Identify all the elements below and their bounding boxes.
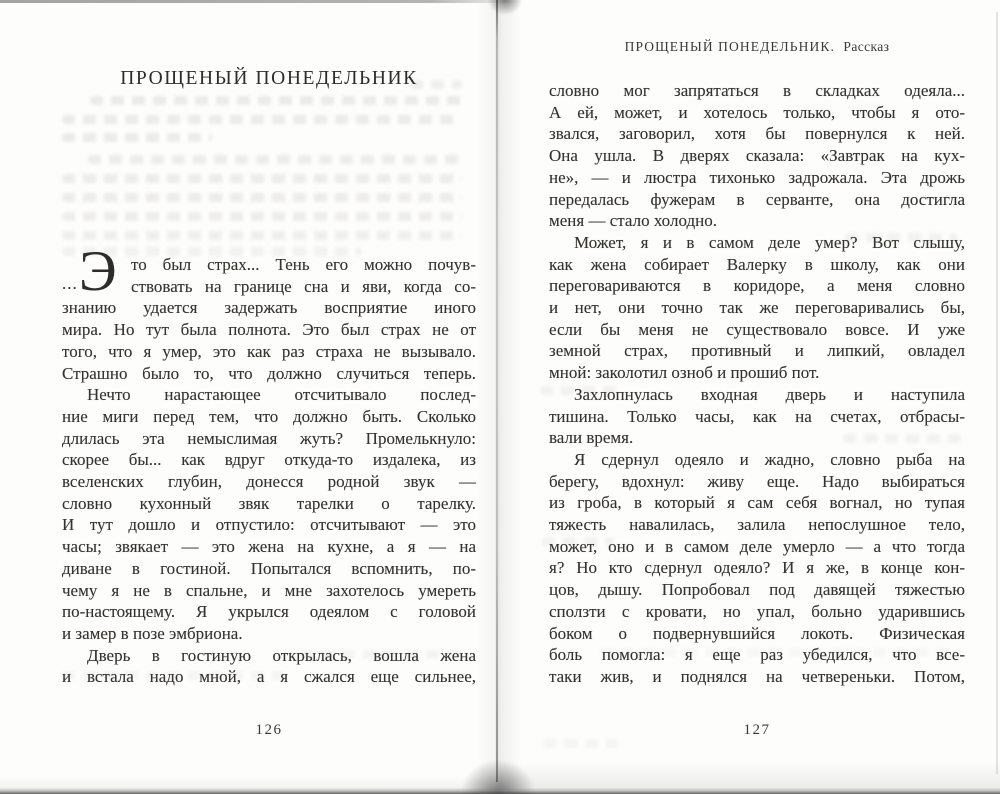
bleed-through-line: [542, 537, 614, 546]
text-line: меня — стало холодно.: [549, 211, 717, 231]
text-line: часы; звякает — это жена на кухне, а я — на: [62, 537, 476, 557]
bleed-through-line: [62, 212, 462, 221]
text-line: боль помогла: я еще раз убедился, что все-: [549, 645, 965, 665]
bleed-through-line: [843, 434, 961, 443]
scan-bottom-edge: [0, 788, 1000, 794]
text-line: сползти с кровати, но упал, больно ударившись: [549, 601, 965, 621]
left-page-text: [62, 240, 476, 688]
drop-cap-ellipsis: ...: [62, 274, 78, 294]
page-curl-shadow-right: [500, 762, 1000, 790]
right-page-text: [549, 80, 965, 688]
text-line: Захлопнулась входная дверь и наступила: [574, 384, 965, 404]
bleed-through-line: [62, 231, 462, 240]
paragraph: [549, 80, 965, 232]
running-header-subtitle: Рассказ: [843, 39, 890, 54]
page-right-edge: [996, 12, 998, 774]
scan-top-edge: [0, 0, 524, 3]
text-line: Может, я и в самом деле умер? Вот слышу,: [574, 232, 965, 252]
text-line: Она ушла. В дверях сказала: «Завтрак на кух-: [549, 146, 965, 166]
text-line: ние миги перед тем, что должно быть. Сколько: [62, 406, 476, 426]
text-line: мира. Но тут была полнота. Это был страх не от: [62, 320, 476, 340]
bleed-through-line: [88, 155, 460, 164]
left-page-number: 126: [255, 722, 283, 738]
text-line: словно кухонный звяк тарелки о тарелку.: [62, 493, 476, 513]
text-line: боком о подвернувшийся локоть. Физическая: [549, 623, 965, 643]
text-line: по-настоящему. Я укрылся одеялом с головой: [62, 602, 476, 622]
text-line: Я сдернул одеяло и жадно, словно рыба на: [574, 449, 965, 469]
text-line: знанию удается задержать восприятие иного: [62, 298, 476, 318]
gutter-shadow: [476, 0, 522, 794]
text-line: берегу, вдохнул: живу еще. Надо выбираться: [549, 471, 965, 491]
text-line: диване в гостиной. Попытался вспомнить, по-: [62, 558, 476, 578]
bleed-through-line: [600, 648, 950, 657]
running-header: [549, 39, 965, 55]
bleed-through-line: [62, 174, 462, 183]
bleed-through-line: [62, 133, 212, 142]
bleed-through-line: [300, 650, 460, 659]
text-line: тяжесть навалилась, залила непослушное тело,: [549, 515, 965, 535]
text-line: Страшно было то, что должно случиться теперь.: [62, 363, 476, 383]
text-line: земной страх, противный и липкий, овладел: [549, 341, 965, 361]
text-line: я? Но кто сдернул одеяло? И я же, в конце кон-: [549, 558, 965, 578]
text-line: вселенских глубин, донесся родной звук —: [62, 472, 476, 492]
text-line: и встала надо мной, а я сжался еще сильнее,: [62, 667, 476, 687]
bleed-through-line: [845, 233, 957, 242]
bleed-through-line: [543, 739, 619, 748]
text-line: скорее бы... как вдруг откуда-то издалека, из: [62, 450, 476, 470]
running-header-title: ПРОЩЕНЫЙ ПОНЕДЕЛЬНИК.: [624, 39, 835, 54]
text-line: как жена собирает Валерку в школу, как они: [549, 254, 965, 274]
bleed-through-line: [90, 96, 462, 105]
text-line: то был страх... Тень его можно почув-: [131, 255, 476, 274]
text-line: и замер в позе эмбриона.: [62, 623, 243, 643]
text-line: может, оно и в самом деле умерло — а что тогда: [549, 536, 965, 556]
text-line: и нет, они точно так же переговаривались бы,: [549, 298, 965, 318]
text-line: Нечто нарастающее отсчитывало послед-: [87, 385, 476, 405]
drop-cap: [62, 240, 126, 303]
right-page: [549, 0, 965, 794]
bleed-through-line: [410, 80, 462, 89]
text-line: переговариваются в коридоре, а меня словно: [549, 276, 965, 296]
story-title: ПРОЩЕНЫЙ ПОНЕДЕЛЬНИК: [120, 68, 418, 89]
paragraph: [62, 384, 476, 644]
bleed-through-line: [540, 386, 618, 395]
text-line: вали время.: [549, 428, 634, 448]
text-line: тишина. Только часы, как на счетах, отбрасы-: [549, 406, 965, 426]
text-line: цов, дышу. Попробовал под давящей тяжестью: [549, 580, 965, 600]
text-line: если бы меня не существовало вовсе. И уже: [549, 319, 965, 339]
text-line: А ей, может, и хотелось только, чтобы я ото-: [549, 102, 965, 122]
text-line: мной: заколотил озноб и прошиб пот.: [549, 363, 820, 383]
text-line: словно мог запрятаться в складках одеяла...: [549, 81, 965, 100]
bleed-through-line: [62, 115, 460, 124]
gutter-fold-line: [496, 0, 498, 782]
text-line: чему я не в спальне, и мне захотелось умереть: [62, 580, 476, 600]
text-line: ствовать на границе сна и яви, когда со-: [131, 276, 476, 296]
drop-cap-letter: Э: [79, 240, 117, 303]
text-line: Дверь в гостиную открылась, вошла жена: [87, 645, 476, 665]
text-line: из гроба, в который я сам себя вогнал, но тупая: [549, 493, 965, 513]
text-line: длилась эта немыслимая жуть? Промелькнуло:: [62, 428, 476, 448]
text-line: не», — и люстра тихонько задрожала. Эта дрожь: [549, 167, 965, 187]
text-line: звался, заговорил, хотя бы повернулся к ней.: [549, 124, 965, 144]
bleed-through-line: [62, 671, 292, 680]
text-line: того, что я умер, это как раз страха не вызывало.: [62, 341, 476, 361]
text-line: таки жив, и поднялся на четвереньки. Потом,: [549, 666, 965, 686]
paragraph: [549, 232, 965, 384]
right-page-number: 127: [743, 722, 771, 738]
paragraph: [62, 240, 476, 384]
text-line: И тут дошло и отпустило: отсчитывают — это: [62, 515, 476, 535]
text-line: передалась фужерам в серванте, она достигла: [549, 189, 965, 209]
bleed-through-line: [62, 193, 462, 202]
bleed-through-line: [62, 247, 362, 256]
